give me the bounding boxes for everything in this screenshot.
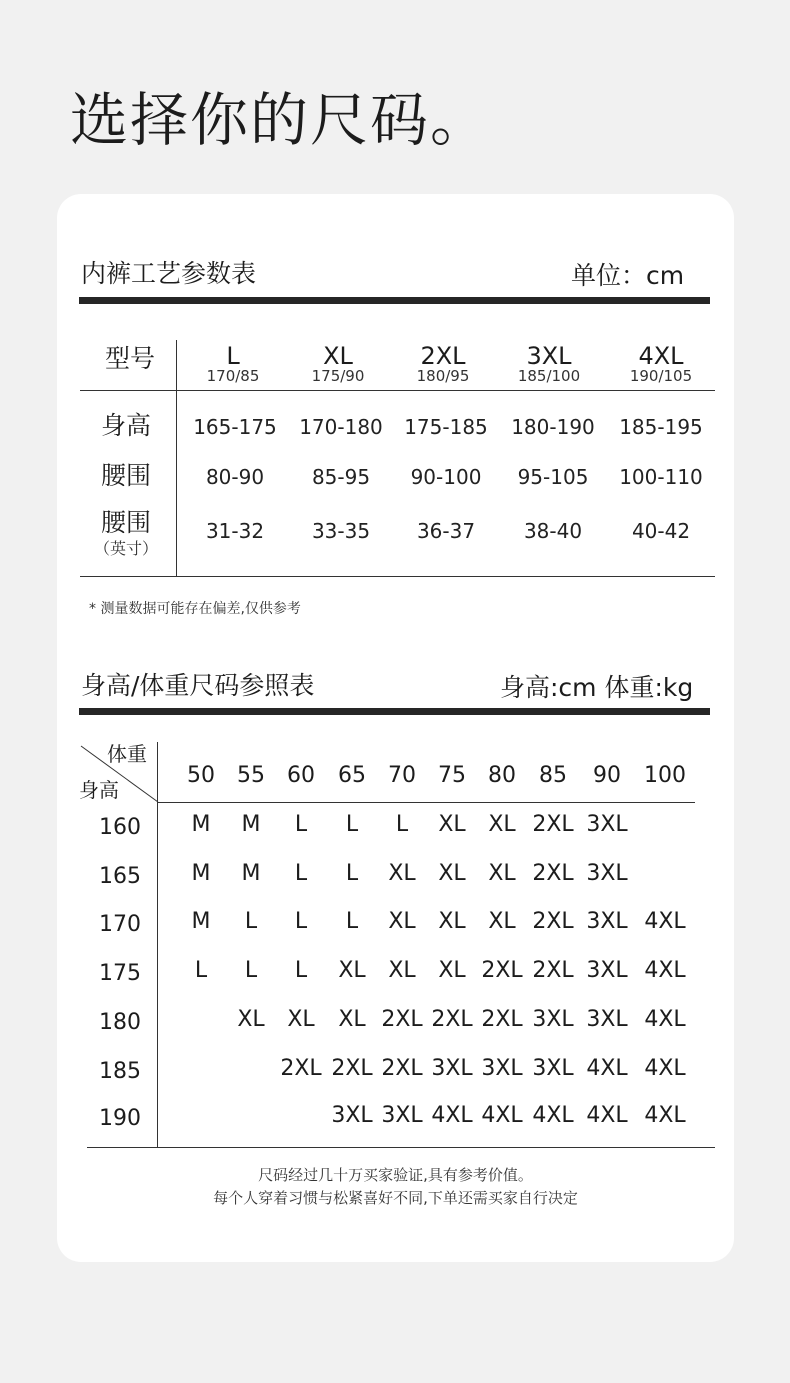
size-cell: XL [438,861,466,886]
table1-cell: 100-110 [619,465,703,489]
table1-row-label: 身高 [100,411,151,440]
size-cell: M [241,861,261,886]
size-cell: XL [287,1007,315,1032]
table1-cell: 38-40 [523,519,583,543]
size-cell: XL [438,812,466,837]
size-cell: 2XL [532,812,574,837]
size-cell: L [294,958,308,983]
height-label: 170 [99,912,141,937]
size-cell: XL [438,909,466,934]
footer-line-2: 每个人穿着习惯与松紧喜好不同,下单还需买家自行决定 [213,1189,578,1207]
size-cell: 2XL [381,1056,423,1081]
size-cell: L [345,909,359,934]
weight-header: 65 [338,763,366,788]
size-name: 2XL [420,342,466,370]
size-cell: XL [488,909,516,934]
size-cell: 3XL [586,909,628,934]
size-cell: 2XL [532,909,574,934]
size-cell: L [294,812,308,837]
height-label: 190 [99,1106,141,1131]
section2-divider [79,708,710,715]
size-cell: XL [388,909,416,934]
table1-cell: 95-105 [517,465,589,489]
section2-unit: 身高:cm 体重:kg [500,673,694,702]
weight-header: 70 [388,763,416,788]
table1-header-divider [80,390,715,391]
table1-cell: 33-35 [311,519,371,543]
size-cell: M [241,812,261,837]
height-label: 175 [99,961,141,986]
weight-header: 55 [237,763,265,788]
height-label: 185 [99,1059,141,1084]
size-cell: 3XL [532,1056,574,1081]
page-title: 选择你的尺码。 [70,86,491,154]
size-cell: 3XL [532,1007,574,1032]
height-label: 165 [99,864,141,889]
size-spec: 190/105 [629,367,693,385]
weight-header: 50 [187,763,215,788]
size-cell: XL [338,958,366,983]
table2-bottom-line [87,1147,715,1148]
size-cell: 2XL [431,1007,473,1032]
size-cell: 4XL [644,1103,686,1128]
height-label: 160 [99,815,141,840]
weight-header: 85 [539,763,567,788]
size-cell: M [191,812,211,837]
size-cell: 3XL [481,1056,523,1081]
size-cell: XL [388,861,416,886]
size-cell: 3XL [586,861,628,886]
size-cell: 4XL [644,1056,686,1081]
weight-header: 80 [488,763,516,788]
table1-cell: 180-190 [511,415,595,439]
section1-title: 内裤工艺参数表 [81,259,257,288]
size-cell: 4XL [431,1103,473,1128]
table1-row-label: 腰围 [100,461,151,490]
size-cell: L [345,812,359,837]
size-cell: 4XL [532,1103,574,1128]
size-cell: L [194,958,208,983]
size-name: 3XL [526,342,572,370]
section2-title: 身高/体重尺码参照表 [81,671,315,700]
weight-header: 100 [644,763,686,788]
section1-unit: 单位：cm [571,261,685,290]
size-cell: 3XL [586,812,628,837]
size-cell: 3XL [381,1103,423,1128]
size-cell: XL [438,958,466,983]
corner-height-label: 身高 [79,778,119,802]
table1-cell: 80-90 [205,465,265,489]
table1-cell: 165-175 [193,415,277,439]
table1-cell: 40-42 [631,519,691,543]
table1-cell: 36-37 [416,519,476,543]
size-cell: XL [488,861,516,886]
table1-cell: 90-100 [410,465,482,489]
weight-header: 90 [593,763,621,788]
table1-cell: 175-185 [404,415,488,439]
size-spec: 175/90 [311,367,365,385]
size-cell: L [244,958,258,983]
size-cell: 2XL [481,1007,523,1032]
table1-header-label: 型号 [104,344,155,373]
size-cell: 3XL [586,958,628,983]
corner-diagonal [79,744,159,804]
table1-row-sublabel: （英寸） [93,539,158,558]
size-cell: 4XL [586,1103,628,1128]
table2-header-divider [157,802,695,803]
size-cell: 2XL [481,958,523,983]
footer-line-1: 尺码经过几十万买家验证,具有参考价值。 [258,1166,533,1184]
table1-cell: 85-95 [311,465,371,489]
size-cell: 2XL [532,861,574,886]
size-cell: L [294,909,308,934]
size-cell: 3XL [431,1056,473,1081]
size-cell: 4XL [586,1056,628,1081]
size-name: XL [323,342,353,370]
size-cell: 2XL [381,1007,423,1032]
size-cell: M [191,909,211,934]
size-cell: 2XL [532,958,574,983]
size-cell: 4XL [644,958,686,983]
size-card [57,194,734,1262]
size-cell: XL [338,1007,366,1032]
weight-header: 75 [438,763,466,788]
table1-row-label: 腰围 [100,508,151,537]
table1-cell: 185-195 [619,415,703,439]
weight-header: 60 [287,763,315,788]
size-cell: 4XL [644,909,686,934]
size-cell: 3XL [586,1007,628,1032]
size-name: L [226,342,240,370]
size-cell: 4XL [644,1007,686,1032]
table1-vertical-divider [176,340,177,576]
size-cell: XL [488,812,516,837]
size-cell: L [244,909,258,934]
size-cell: XL [388,958,416,983]
corner-weight-label: 体重 [107,742,147,766]
size-cell: L [395,812,409,837]
size-cell: 4XL [481,1103,523,1128]
height-label: 180 [99,1010,141,1035]
table1-bottom-line [80,576,715,577]
size-spec: 185/100 [517,367,581,385]
size-cell: L [345,861,359,886]
size-name: 4XL [638,342,684,370]
table1-cell: 170-180 [299,415,383,439]
table1-cell: 31-32 [205,519,265,543]
size-cell: 3XL [331,1103,373,1128]
size-cell: M [191,861,211,886]
size-cell: L [294,861,308,886]
size-cell: XL [237,1007,265,1032]
size-spec: 170/85 [206,367,260,385]
size-cell: 2XL [331,1056,373,1081]
size-spec: 180/95 [416,367,470,385]
measurement-note: * 测量数据可能存在偏差,仅供参考 [89,601,301,617]
section1-divider [79,297,710,304]
size-cell: 2XL [280,1056,322,1081]
